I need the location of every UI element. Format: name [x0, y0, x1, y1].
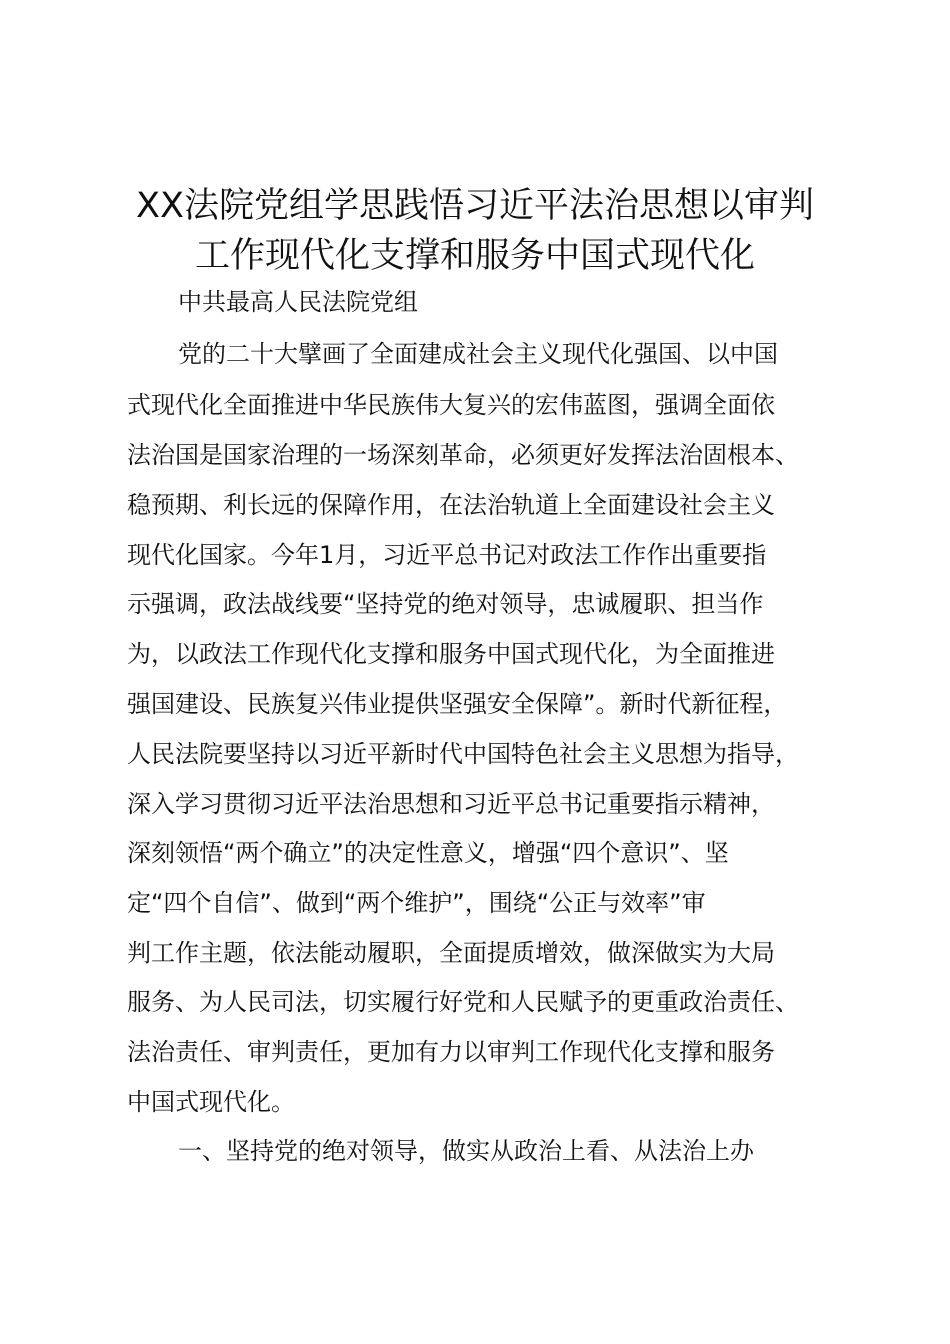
body-line-11: 深刻领悟“两个确立”的决定性意义，增强“四个意识”、坚 — [127, 839, 729, 867]
document-author: 中共最高人民法院党组 — [178, 288, 418, 316]
body-line-1: 党的二十大擘画了全面建成社会主义现代化强国、以中国 — [178, 340, 778, 368]
body-line-15: 法治责任、审判责任，更加有力以审判工作现代化支撑和服务 — [127, 1038, 775, 1066]
body-line-12: 定“四个自信”、做到“两个维护”，围绕“公正与效率”审 — [127, 889, 706, 917]
body-line-7: 为，以政法工作现代化支撑和服务中国式现代化，为全面推进 — [127, 640, 775, 668]
body-line-4: 稳预期、利长远的保障作用，在法治轨道上全面建设社会主义 — [127, 491, 775, 519]
document-title-line-1: XX法院党组学思践悟习近平法治思想以审判 — [136, 186, 814, 226]
body-line-14: 服务、为人民司法，切实履行好党和人民赋予的更重政治责任、 — [127, 988, 799, 1016]
document-title-line-2: 工作现代化支撑和服务中国式现代化 — [194, 236, 755, 276]
body-line-6: 示强调，政法战线要“坚持党的绝对领导，忠诚履职、担当作 — [127, 590, 764, 618]
body-line-10: 深入学习贯彻习近平法治思想和习近平总书记重要指示精神， — [127, 790, 775, 818]
body-line-9: 人民法院要坚持以习近平新时代中国特色社会主义思想为指导， — [127, 740, 799, 768]
body-line-3: 法治国是国家治理的一场深刻革命，必须更好发挥法治固根本、 — [127, 441, 799, 469]
section-heading-1: 一、坚持党的绝对领导，做实从政治上看、从法治上办 — [178, 1137, 754, 1165]
body-line-16: 中国式现代化。 — [127, 1088, 295, 1116]
body-line-5: 现代化国家。今年1月，习近平总书记对政法工作作出重要指 — [127, 541, 767, 569]
body-line-13: 判工作主题，依法能动履职，全面提质增效，做深做实为大局 — [127, 939, 775, 967]
body-line-2: 式现代化全面推进中华民族伟大复兴的宏伟蓝图，强调全面依 — [127, 391, 775, 419]
body-line-8: 强国建设、民族复兴伟业提供坚强安全保障”。新时代新征程， — [127, 690, 788, 718]
